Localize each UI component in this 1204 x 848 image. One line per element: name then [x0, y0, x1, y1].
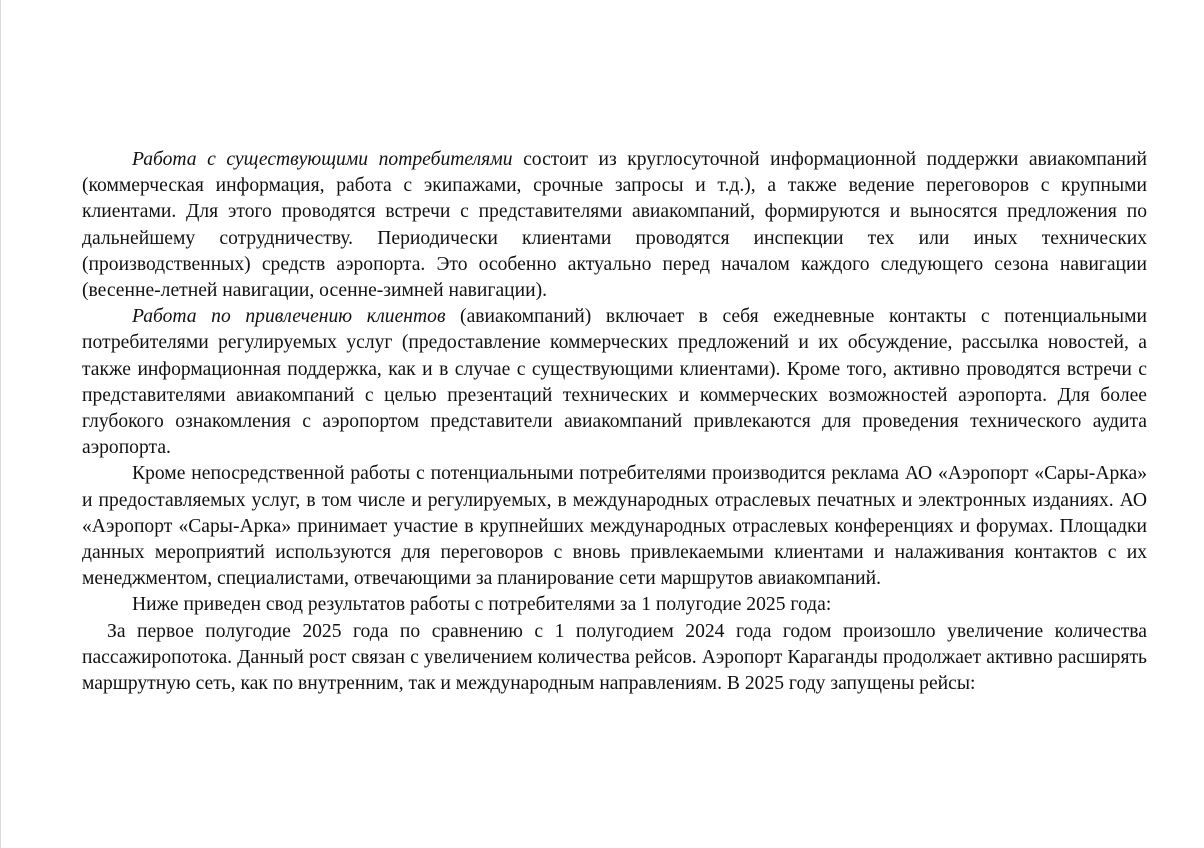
paragraph-text-existing-customers: состоит из круглосуточной информационной поддержки авиакомпаний (коммерческая информация, работа с экипажами, срочные запросы и т.д.), а также ведение переговоров с крупными клиентами. Для этого проводятся встречи с представителями авиакомпаний, формируются и выносятся предложения по дальнейшему сотрудничеству. Периодически клиентами проводятся инспекции тех или иных технических (производственных) средств аэропорта. Это особенно актуально перед началом каждого следующего сезона навигации (весенне-летней навигации, осенне-зимней навигации).	[82, 149, 1147, 302]
paragraph-text-passenger-growth: За первое полугодие 2025 года по сравнению с 1 полугодием 2024 года годом произошло увеличение количества пассажиропотока. Данный рост связан с увеличением количества рейсов. Аэропорт Караганды продолжает активно расширять маршрутную сеть, как по внутренним, так и международным направлениям. В 2025 году запущены рейсы:	[82, 620, 1147, 695]
document-body	[82, 147, 1147, 697]
paragraph-text-advertising: Кроме непосредственной работы с потенциальными потребителями производится реклама АО «Аэропорт «Сары-Арка» и предоставляемых услуг, в том числе и регулируемых, в международных отраслевых печатных и электронных изданиях. АО «Аэропорт «Сары-Арка» принимает участие в крупнейших международных отраслевых конференциях и форумах. Площадки данных мероприятий используются для переговоров с вновь привлекаемыми клиентами и налаживания контактов с их менеджментом, специалистами, отвечающими за планирование сети маршрутов авиакомпаний.	[82, 463, 1147, 590]
paragraph-heading-existing-customers: Работа с существующими потребителями	[132, 149, 513, 170]
paragraph-attracting-customers	[82, 304, 1147, 461]
paragraph-text-summary-intro: Ниже приведен свод результатов работы с потребителями за 1 полугодие 2025 года:	[132, 594, 832, 616]
paragraph-advertising	[82, 461, 1147, 592]
paragraph-heading-attracting-customers: Работа по привлечению клиентов	[132, 306, 446, 328]
paragraph-passenger-growth	[82, 619, 1147, 698]
page-edge	[0, 0, 1, 848]
paragraph-summary-intro	[82, 592, 1147, 618]
paragraph-text-attracting-customers: (авиакомпаний) включает в себя ежедневные контакты с потенциальными потребителями регулируемых услуг (предоставление коммерческих предложений и их обсуждение, рассылка новостей, а также информационная поддержка, как и в случае с существующими клиентами). Кроме того, активно проводятся встречи с представителями авиакомпаний с целью презентаций технических и коммерческих возможностей аэропорта. Для более глубокого ознакомления с аэропортом представители авиакомпаний привлекаются для проведения технического аудита аэропорта.	[82, 306, 1147, 459]
paragraph-existing-customers	[82, 147, 1147, 304]
